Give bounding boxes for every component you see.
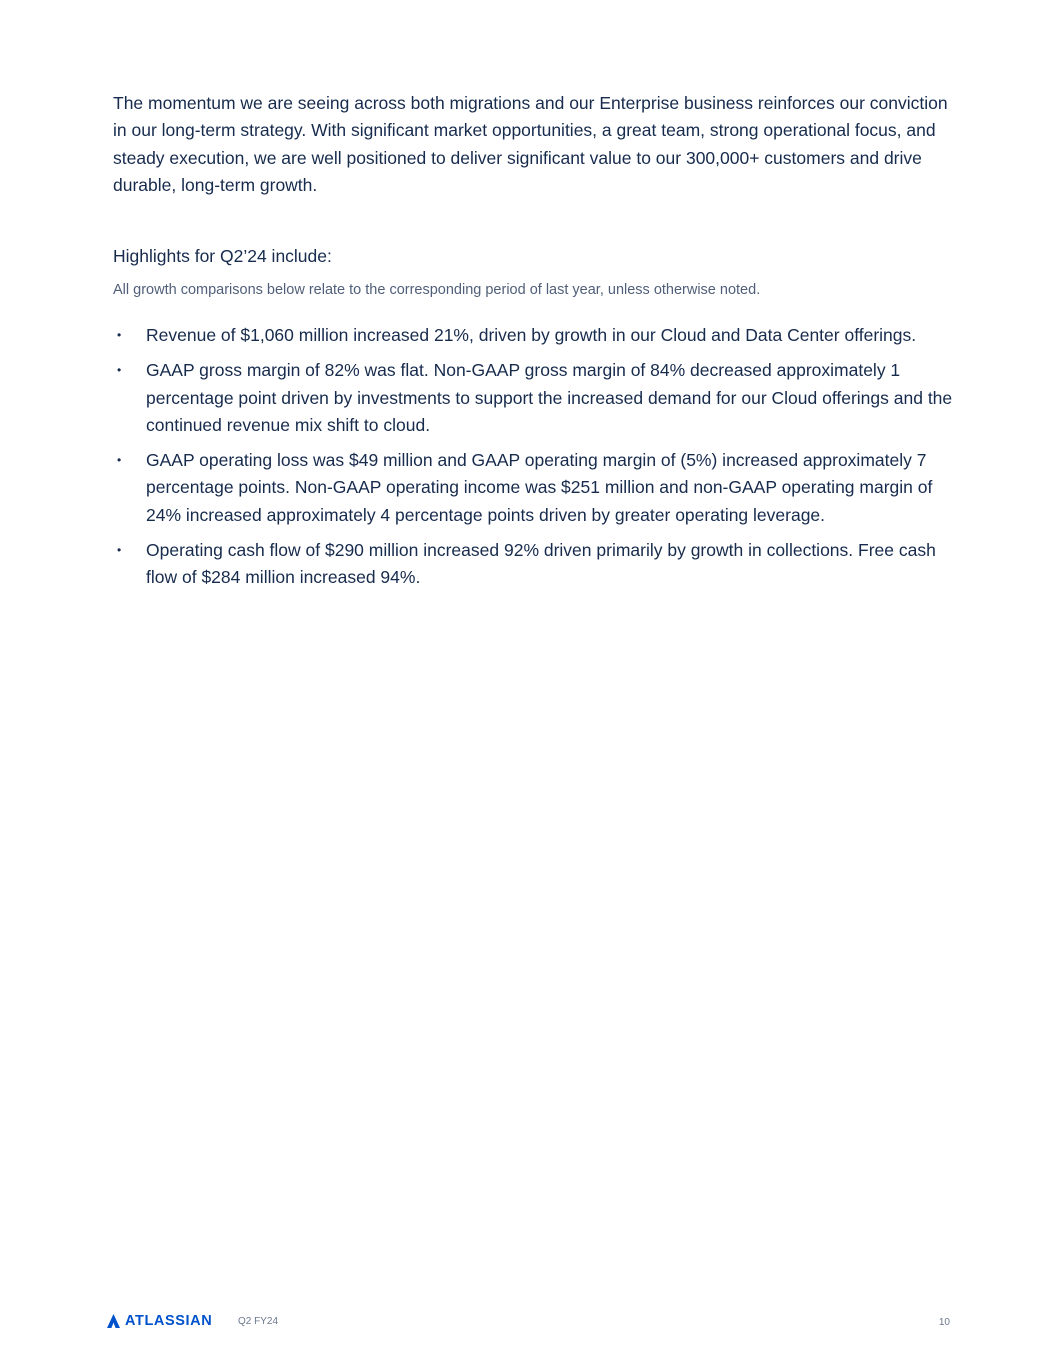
list-item-text: Operating cash flow of $290 million increased 92% driven primarily by growth in collections. Free cash flow of $284 million increased 94%. xyxy=(146,540,936,588)
bullet-icon: • xyxy=(117,328,122,342)
report-period: Q2 FY24 xyxy=(238,1316,279,1327)
intro-paragraph: The momentum we are seeing across both migrations and our Enterprise business reinforces our conviction in our long-term strategy. With significant market opportunities, a great team, strong operational focus, and steady execution, we are well positioned to deliver significant value to our 300,000+ customers and drive durable, long-term growth. xyxy=(113,93,948,195)
list-item xyxy=(113,357,953,439)
bullet-icon: • xyxy=(117,543,122,558)
list-item-text: GAAP gross margin of 82% was flat. Non-GAAP gross margin of 84% decreased approximately 1 percentage point driven by investments to support the increased demand for our Cloud offerings and the continued revenue mix shift to cloud. xyxy=(146,360,953,435)
bullet-icon: • xyxy=(117,363,122,378)
comparison-note: All growth comparisons below relate to the corresponding period of last year, unless otherwise noted. xyxy=(113,282,761,298)
list-item xyxy=(113,447,953,529)
atlassian-logo xyxy=(107,1313,212,1329)
logo-text: ATLASSIAN xyxy=(125,1313,213,1329)
highlights-heading: Highlights for Q2’24 include: xyxy=(113,246,332,266)
list-item-text: Revenue of $1,060 million increased 21%, driven by growth in our Cloud and Data Center offerings. xyxy=(146,325,917,345)
highlights-list xyxy=(113,322,953,600)
bullet-icon: • xyxy=(117,453,122,468)
page-footer xyxy=(107,1312,952,1332)
list-item xyxy=(113,322,953,349)
list-item xyxy=(113,537,953,592)
page-number: 10 xyxy=(938,1317,950,1328)
list-item-text: GAAP operating loss was $49 million and GAAP operating margin of (5%) increased approximately 7 percentage points. Non-GAAP operating income was $251 million and non-GAAP operating margin of 24% increased approximately 4 percentage points driven by greater operating leverage. xyxy=(146,450,933,525)
atlassian-logo-icon xyxy=(107,1314,120,1328)
